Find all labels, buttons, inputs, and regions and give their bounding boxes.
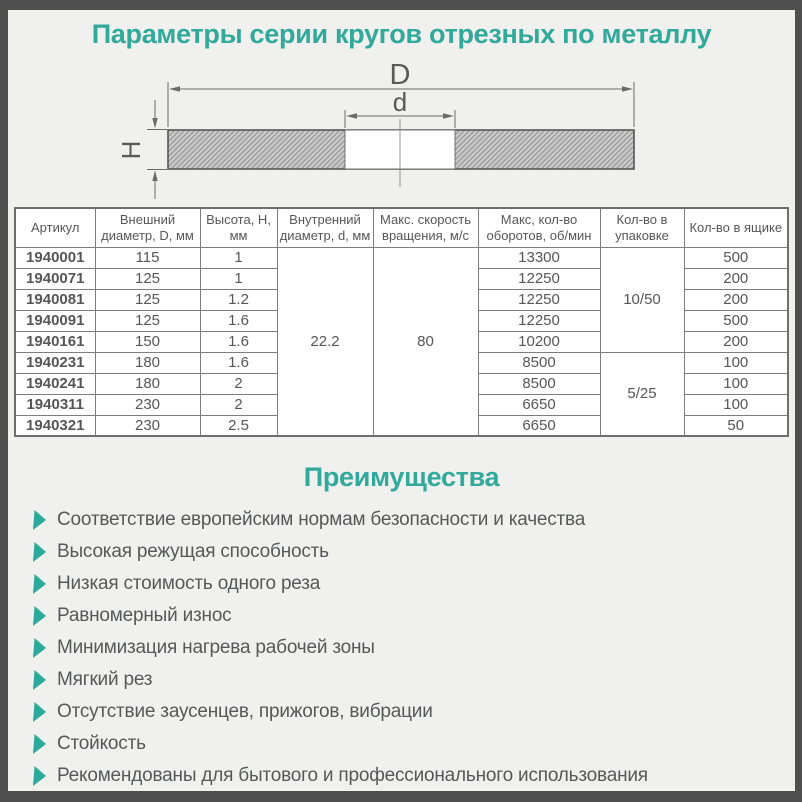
height-cell: 1.2 <box>200 289 277 310</box>
advantage-text: Равномерный износ <box>57 605 232 626</box>
box-cell: 50 <box>684 415 788 436</box>
list-item <box>33 504 648 536</box>
dimension-H <box>147 100 167 199</box>
rpm-cell: 10200 <box>478 331 600 352</box>
arrow-bullet-icon <box>33 542 46 562</box>
box-cell: 200 <box>684 268 788 289</box>
advantages-list <box>33 504 648 791</box>
box-cell: 100 <box>684 394 788 415</box>
height-cell: 2.5 <box>200 415 277 436</box>
page-content <box>8 10 795 791</box>
header-per-pack: Кол-во в упаковке <box>600 208 684 247</box>
height-cell: 2 <box>200 373 277 394</box>
rpm-cell: 6650 <box>478 415 600 436</box>
table-row <box>15 247 788 268</box>
wheel-body <box>168 130 634 169</box>
height-cell: 1.6 <box>200 310 277 331</box>
spec-table <box>14 207 789 437</box>
list-item <box>33 568 648 600</box>
outer-d-cell: 150 <box>95 331 200 352</box>
box-cell: 200 <box>684 331 788 352</box>
arrowhead-bottom-H <box>152 171 157 182</box>
arrowhead-left-D <box>169 86 180 91</box>
label-d: d <box>392 87 408 117</box>
rpm-cell: 12250 <box>478 268 600 289</box>
sku-cell: 1940231 <box>15 352 95 373</box>
advantage-text: Отсутствие заусенцев, прижогов, вибрации <box>57 701 433 722</box>
arrow-bullet-icon <box>33 510 46 530</box>
rpm-cell: 6650 <box>478 394 600 415</box>
arrow-bullet-icon <box>33 574 46 594</box>
list-item <box>33 696 648 728</box>
label-H: H <box>116 140 146 160</box>
header-max-speed: Макс. скорость вращения, м/с <box>373 208 478 247</box>
arrow-bullet-icon <box>33 702 46 722</box>
list-item <box>33 728 648 760</box>
height-cell: 1 <box>200 268 277 289</box>
wheel-cross-section-diagram <box>8 60 795 202</box>
rpm-cell: 8500 <box>478 373 600 394</box>
list-item <box>33 760 648 791</box>
arrow-bullet-icon <box>33 766 46 786</box>
header-inner-diameter: Внутренний диаметр, d, мм <box>277 208 373 247</box>
outer-d-cell: 125 <box>95 289 200 310</box>
header-outer-diameter: Внешний диаметр, D, мм <box>95 208 200 247</box>
sku-cell: 1940311 <box>15 394 95 415</box>
header-sku: Артикул <box>15 208 95 247</box>
arrowhead-right-D <box>622 86 633 91</box>
box-cell: 500 <box>684 310 788 331</box>
box-cell: 200 <box>684 289 788 310</box>
header-height: Высота, H, мм <box>200 208 277 247</box>
height-cell: 1.6 <box>200 352 277 373</box>
header-max-rpm: Макс, кол-во оборотов, об/мин <box>478 208 600 247</box>
advantage-text: Высокая режущая способность <box>57 541 329 562</box>
inner-diameter-merged-cell: 22.2 <box>277 247 373 436</box>
table-header-row <box>15 208 788 247</box>
page-title: Параметры серии кругов отрезных по металлу <box>91 19 712 49</box>
arrowhead-top-H <box>152 118 157 129</box>
advantage-text: Мягкий рез <box>57 669 153 690</box>
list-item <box>33 664 648 696</box>
header-per-box: Кол-во в ящике <box>684 208 788 247</box>
arrow-bullet-icon <box>33 734 46 754</box>
advantage-text: Минимизация нагрева рабочей зоны <box>57 637 375 658</box>
arrowhead-right-d <box>443 113 454 118</box>
list-item <box>33 600 648 632</box>
sku-cell: 1940091 <box>15 310 95 331</box>
height-cell: 2 <box>200 394 277 415</box>
max-speed-merged-cell: 80 <box>373 247 478 436</box>
rpm-cell: 12250 <box>478 310 600 331</box>
advantage-text: Низкая стоимость одного реза <box>57 573 321 594</box>
label-D: D <box>389 60 411 91</box>
outer-d-cell: 125 <box>95 268 200 289</box>
arrow-bullet-icon <box>33 670 46 690</box>
arrow-bullet-icon <box>33 606 46 626</box>
outer-d-cell: 180 <box>95 373 200 394</box>
sku-cell: 1940241 <box>15 373 95 394</box>
box-cell: 100 <box>684 352 788 373</box>
rpm-cell: 13300 <box>478 247 600 268</box>
sku-cell: 1940161 <box>15 331 95 352</box>
sku-cell: 1940081 <box>15 289 95 310</box>
list-item <box>33 632 648 664</box>
box-cell: 100 <box>684 373 788 394</box>
advantages-heading: Преимущества <box>303 462 500 492</box>
rpm-cell: 8500 <box>478 352 600 373</box>
advantage-text: Соответствие европейским нормам безопасности и качества <box>57 509 586 530</box>
list-item <box>33 536 648 568</box>
pack-group-1-cell: 10/50 <box>600 247 684 352</box>
pack-group-2-cell: 5/25 <box>600 352 684 436</box>
rpm-cell: 12250 <box>478 289 600 310</box>
advantage-text: Стойкость <box>57 733 146 754</box>
outer-d-cell: 230 <box>95 394 200 415</box>
box-cell: 500 <box>684 247 788 268</box>
outer-d-cell: 230 <box>95 415 200 436</box>
sku-cell: 1940071 <box>15 268 95 289</box>
height-cell: 1 <box>200 247 277 268</box>
sku-cell: 1940321 <box>15 415 95 436</box>
outer-d-cell: 125 <box>95 310 200 331</box>
spec-table-container <box>14 207 789 437</box>
outer-d-cell: 115 <box>95 247 200 268</box>
sku-cell: 1940001 <box>15 247 95 268</box>
advantage-text: Рекомендованы для бытового и профессионального использования <box>57 765 648 786</box>
arrow-bullet-icon <box>33 638 46 658</box>
outer-d-cell: 180 <box>95 352 200 373</box>
arrowhead-left-d <box>346 113 357 118</box>
height-cell: 1.6 <box>200 331 277 352</box>
